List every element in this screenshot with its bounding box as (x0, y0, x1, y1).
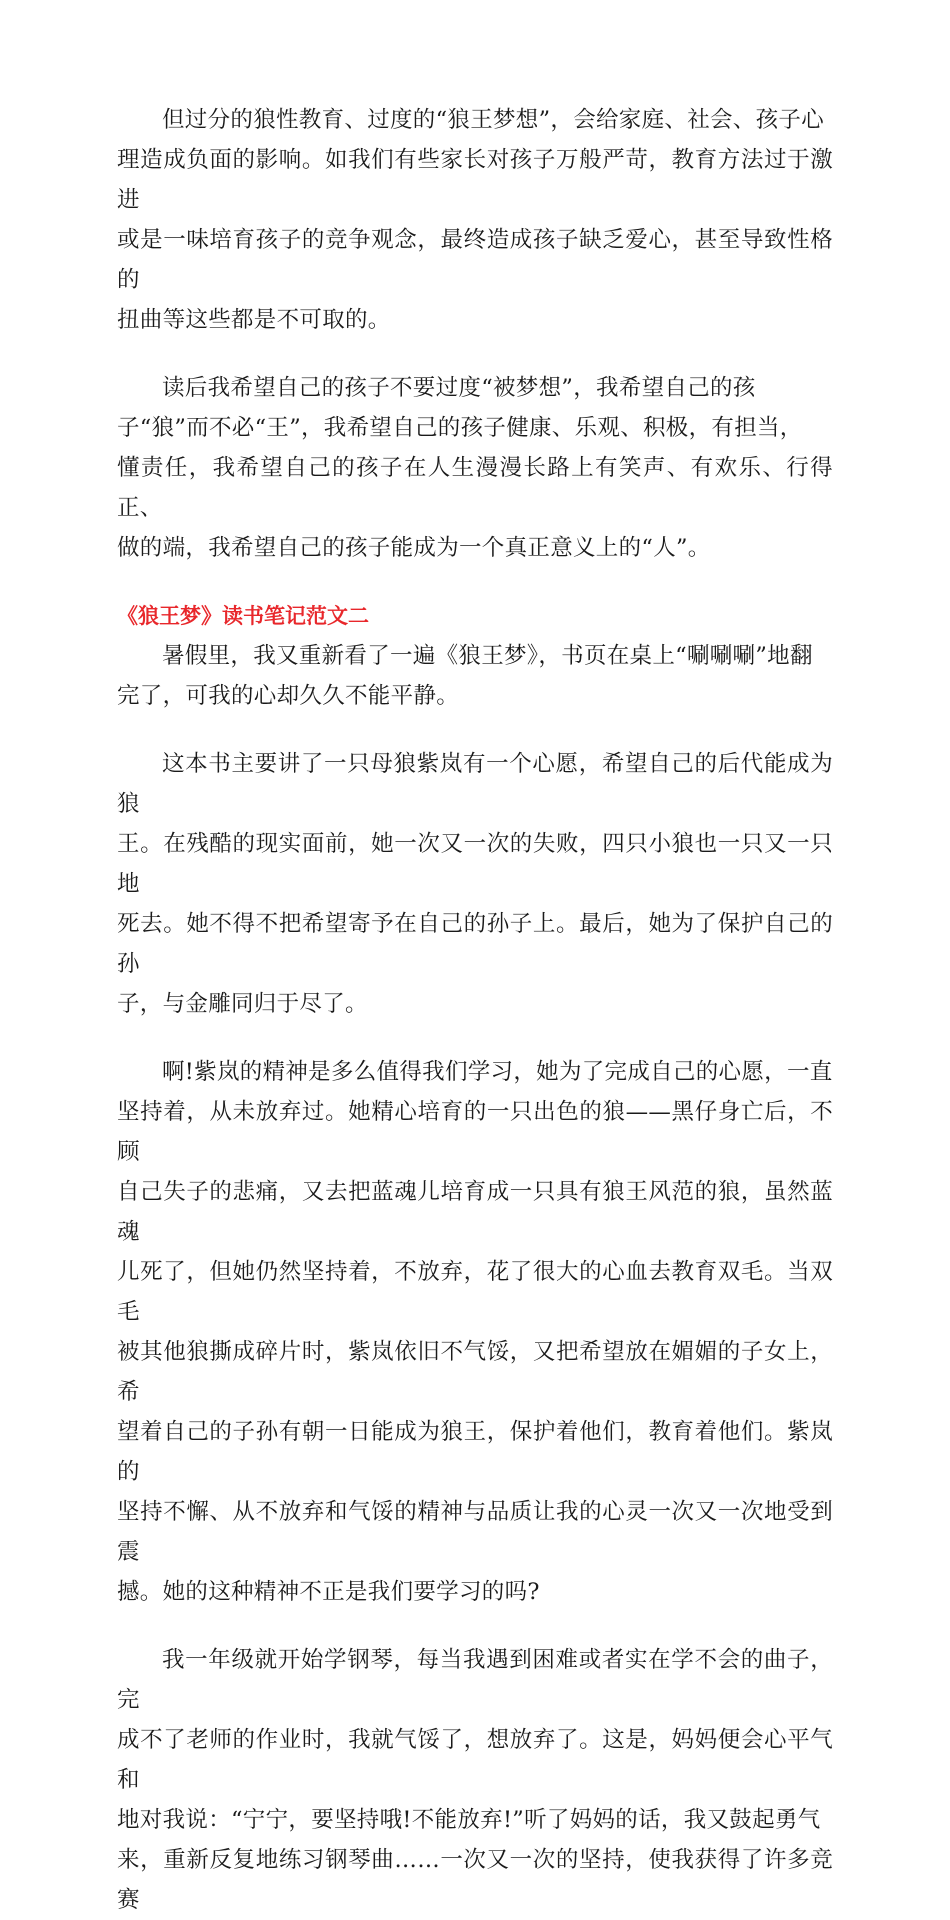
paragraph (117, 368, 833, 568)
paragraph-line: 死去。她不得不把希望寄予在自己的孙子上。最后，她为了保护自己的孙 (117, 911, 833, 977)
paragraph-line: 懂责任，我希望自己的孩子在人生漫漫长路上有笑声、有欢乐、行得正、 (117, 455, 833, 521)
paragraphs-before-heading (117, 100, 833, 596)
paragraph-line: 望着自己的子孙有朝一日能成为狼王，保护着他们，教育着他们。紫岚的 (117, 1419, 833, 1485)
paragraph-line: 来，重新反复地练习钢琴曲……一次又一次的坚持，使我获得了许多竞赛 (117, 1847, 833, 1913)
paragraph-line: 儿死了，但她仍然坚持着，不放弃，花了很大的心血去教育双毛。当双毛 (117, 1259, 833, 1325)
paragraph-line: 坚持不懈、从不放弃和气馁的精神与品质让我的心灵一次又一次地受到震 (117, 1499, 833, 1565)
paragraph-spacer (117, 1612, 833, 1640)
paragraph-line: 被其他狼撕成碎片时，紫岚依旧不气馁，又把希望放在媚媚的子女上，希 (117, 1339, 833, 1405)
paragraph (117, 1052, 833, 1612)
paragraph-line: 王。在残酷的现实面前，她一次又一次的失败，四只小狼也一只又一只地 (117, 831, 833, 897)
paragraph-line: 坚持着，从未放弃过。她精心培育的一只出色的狼——黑仔身亡后，不顾 (117, 1099, 833, 1165)
paragraphs-after-heading (117, 636, 833, 1920)
paragraph-line: 子，与金雕同归于尽了。 (117, 991, 368, 1017)
paragraph-line: 或是一味培育孩子的竞争观念，最终造成孩子缺乏爱心，甚至导致性格的 (117, 227, 833, 293)
paragraph-line: 我一年级就开始学钢琴，每当我遇到困难或者实在学不会的曲子，完 (117, 1647, 833, 1713)
paragraph (117, 636, 833, 716)
paragraph-line: 成不了老师的作业时，我就气馁了，想放弃了。这是，妈妈便会心平气和 (117, 1727, 833, 1793)
paragraph-line: 子“狼”而不必“王”，我希望自己的孩子健康、乐观、积极，有担当， (117, 415, 803, 441)
paragraph-line: 啊!紫岚的精神是多么值得我们学习，她为了完成自己的心愿，一直 (162, 1059, 833, 1085)
paragraph-line: 完了，可我的心却久久不能平静。 (117, 683, 460, 709)
paragraph-spacer (117, 568, 833, 596)
paragraph-line: 读后我希望自己的孩子不要过度“被梦想”，我希望自己的孩 (162, 375, 756, 401)
paragraph-line: 理造成负面的影响。如我们有些家长对孩子万般严苛，教育方法过于激进 (117, 147, 833, 213)
paragraph-line: 做的端，我希望自己的孩子能成为一个真正意义上的“人”。 (117, 535, 711, 561)
section-heading: 《狼王梦》读书笔记范文二 (117, 604, 369, 628)
paragraph-line: 这本书主要讲了一只母狼紫岚有一个心愿，希望自己的后代能成为狼 (117, 751, 833, 817)
paragraph (117, 744, 833, 1024)
paragraph-line: 地对我说：“宁宁，要坚持哦!不能放弃!”听了妈妈的话，我又鼓起勇气 (117, 1807, 821, 1833)
paragraph-spacer (117, 340, 833, 368)
paragraph-spacer (117, 716, 833, 744)
paragraph (117, 100, 833, 340)
paragraph-line: 撼。她的这种精神不正是我们要学习的吗? (117, 1579, 540, 1605)
paragraph-line: 暑假里，我又重新看了一遍《狼王梦》，书页在桌上“唰唰唰”地翻 (162, 643, 813, 669)
paragraph-line: 扭曲等这些都是不可取的。 (117, 307, 391, 333)
document-page (117, 100, 833, 1920)
paragraph-line: 但过分的狼性教育、过度的“狼王梦想”，会给家庭、社会、孩子心 (162, 107, 825, 133)
paragraph-line: 自己失子的悲痛，又去把蓝魂儿培育成一只具有狼王风范的狼，虽然蓝魂 (117, 1179, 833, 1245)
paragraph (117, 1640, 833, 1920)
paragraph-spacer (117, 1024, 833, 1052)
